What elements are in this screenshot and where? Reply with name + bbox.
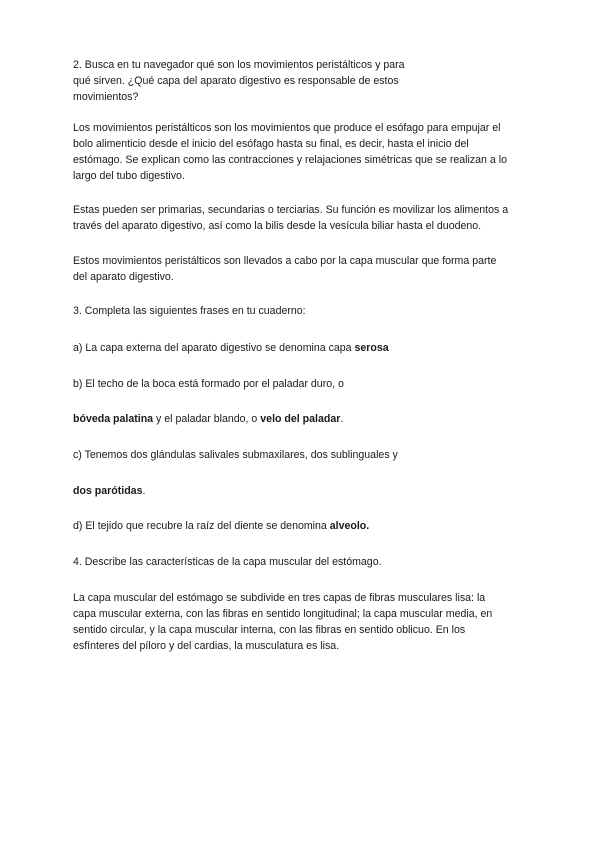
q2-answer-p1-line-1: Los movimientos peristálticos son los movimientos que produce el esófago para empujar el bbox=[73, 122, 501, 134]
q3-b-answer-2: velo del paladar bbox=[260, 413, 341, 425]
q3-b-sentence-cont bbox=[73, 411, 533, 427]
q2-question-line-3: movimientos? bbox=[73, 91, 139, 103]
q3-question: 3. Completa las siguientes frases en tu cuaderno: bbox=[73, 305, 306, 317]
q3-c-answer: dos parótidas bbox=[73, 485, 143, 497]
q3-a-text: a) La capa externa del aparato digestivo se denomina capa bbox=[73, 342, 355, 354]
q2-answer-p1-line-4: largo del tubo digestivo. bbox=[73, 170, 185, 182]
q3-a-sentence bbox=[73, 340, 533, 356]
q4-answer-line-3: sentido circular, y la capa muscular interna, con las fibras en sentido oblicuo. En los bbox=[73, 624, 466, 636]
q3-c-end: . bbox=[142, 485, 146, 497]
q2-question-line-2: qué sirven. ¿Qué capa del aparato digestivo es responsable de estos bbox=[73, 75, 399, 87]
q2-answer-p3-line-1: Estos movimientos peristálticos son llevados a cabo por la capa muscular que forma parte bbox=[73, 255, 497, 267]
q4-answer-line-1: La capa muscular del estómago se subdivide en tres capas de fibras musculares lisa: la bbox=[73, 592, 486, 604]
q2-answer-p2-line-1: Estas pueden ser primarias, secundarias o terciarias. Su función es movilizar los alimentos a bbox=[73, 204, 509, 216]
q4-answer-line-4: esfínteres del píloro y del cardias, la musculatura es lisa. bbox=[73, 640, 340, 652]
q3-b-sentence: b) El techo de la boca está formado por el paladar duro, o bbox=[73, 378, 344, 390]
q3-d-sentence bbox=[73, 518, 533, 534]
q2-answer-p2-line-2: través del aparato digestivo, así como la bilis desde la vesícula biliar hasta el duodeno. bbox=[73, 220, 482, 232]
q3-a-answer: serosa bbox=[354, 342, 389, 354]
q2-question-line-1: 2. Busca en tu navegador qué son los movimientos peristálticos y para bbox=[73, 59, 405, 71]
q3-c-sentence-cont bbox=[73, 483, 533, 499]
q3-c-sentence: c) Tenemos dos glándulas salivales submaxilares, dos sublinguales y bbox=[73, 449, 398, 461]
q3-b-end: . bbox=[340, 413, 344, 425]
q2-answer-p3-line-2: del aparato digestivo. bbox=[73, 271, 174, 283]
q4-question: 4. Describe las características de la capa muscular del estómago. bbox=[73, 556, 382, 568]
q4-answer-line-2: capa muscular externa, con las fibras en sentido longitudinal; la capa muscular media, en bbox=[73, 608, 493, 620]
q2-answer-p1-line-2: bolo alimenticio desde el inicio del esófago hasta su final, es decir, hasta el inicio del bbox=[73, 138, 469, 150]
q3-b-text-2: y el paladar blando, o bbox=[153, 413, 261, 425]
q3-b-answer-1: bóveda palatina bbox=[73, 413, 154, 425]
q2-answer-p1-line-3: estómago. Se explican como las contracciones y relajaciones simétricas que se realizan a lo bbox=[73, 154, 507, 166]
q3-d-answer: alveolo. bbox=[329, 520, 370, 532]
q3-d-text: d) El tejido que recubre la raíz del diente se denomina bbox=[73, 520, 330, 532]
